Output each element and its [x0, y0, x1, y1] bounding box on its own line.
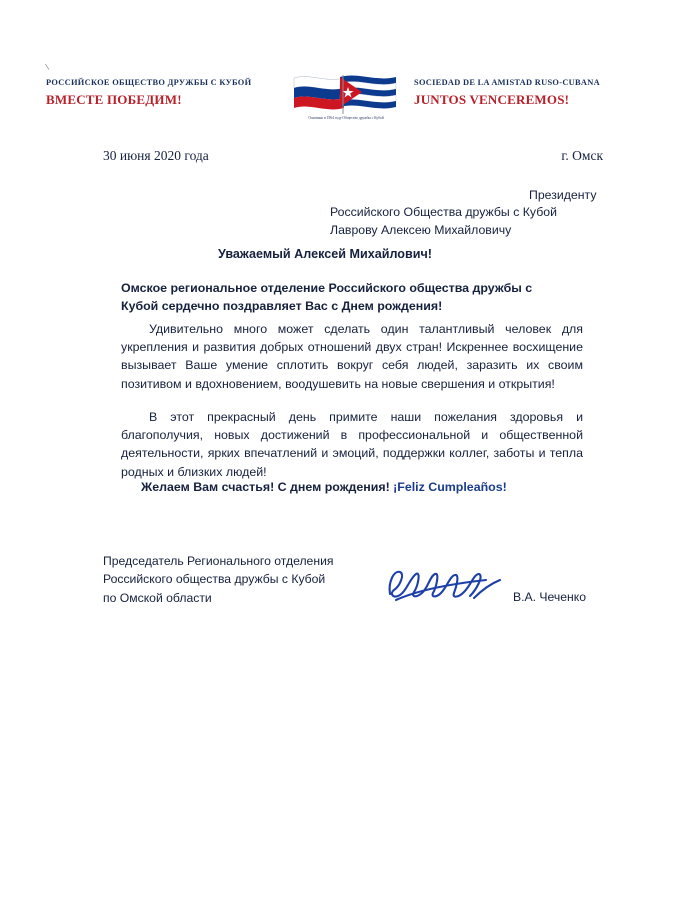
emblem — [286, 72, 406, 134]
org-name-es: SOCIEDAD DE LA AMISTAD RUSO-CUBANA — [414, 78, 600, 87]
date-city-row — [103, 148, 603, 164]
slogan-ru: ВМЕСТЕ ПОБЕДИМ! — [46, 92, 182, 107]
closing-wish-es: ¡Feliz Cumpleaños! — [393, 480, 507, 494]
signer-title-line-2: Российского общества дружбы с Кубой — [103, 572, 326, 587]
letterhead-spanish — [406, 72, 654, 108]
paragraph-2: Удивительно много может сделать один талантливый человек для укрепления и развития добрых отношений двух стран! Искреннее восхищение вызывает Ваше умение сплотить вокруг себя людей, заразить их своим позитивом и вдохновением, воодушевить на новые свершения и открытия! — [121, 322, 583, 391]
addressee-line-1: Президенту — [529, 188, 597, 202]
russia-cuba-flags-icon — [288, 72, 404, 118]
signature-block — [103, 552, 623, 607]
addressee-block — [330, 187, 620, 239]
handwritten-signature — [378, 560, 518, 608]
letter-date: 30 июня 2020 года — [103, 148, 209, 163]
org-name-ru: РОССИЙСКОЕ ОБЩЕСТВО ДРУЖБЫ С КУБОЙ — [46, 78, 252, 87]
letterhead-russian — [46, 72, 286, 108]
paragraph-3: В этот прекрасный день примите наши пожелания здоровья и благополучия, новых достижений в профессиональной и общественной деятельности, ярких впечатлений и эмоций, поддержки коллег, заботы и тепла родных и близких людей! — [121, 410, 583, 479]
emblem-caption: Основано в 1964 году Общество дружбы с Кубой — [308, 116, 384, 120]
slogan-es: JUNTOS VENCEREMOS! — [414, 92, 570, 107]
letter-city: г. Омск — [561, 148, 603, 163]
paragraph-1: Омское региональное отделение Российского общества дружбы с Кубой сердечно поздравляет Вас с Днем рождения! — [121, 281, 533, 314]
salutation: Уважаемый Алексей Михайлович! — [218, 247, 432, 261]
letterhead — [0, 72, 700, 134]
addressee-line-2: Российского Общества дружбы с Кубой — [330, 205, 557, 220]
flags-icon — [286, 72, 406, 120]
page-corner-mark: \ — [44, 61, 50, 73]
addressee-line-3: Лаврову Алексею Михайловичу — [330, 222, 512, 237]
paragraph-4 — [141, 478, 571, 496]
signer-name: В.А. Чеченко — [513, 590, 587, 604]
signer-title-line-1: Председатель Регионального отделения — [103, 554, 334, 568]
closing-wish-ru: Желаем Вам счастья! С днем рождения! — [141, 480, 394, 494]
signer-title-line-3: по Омской области — [103, 590, 212, 605]
